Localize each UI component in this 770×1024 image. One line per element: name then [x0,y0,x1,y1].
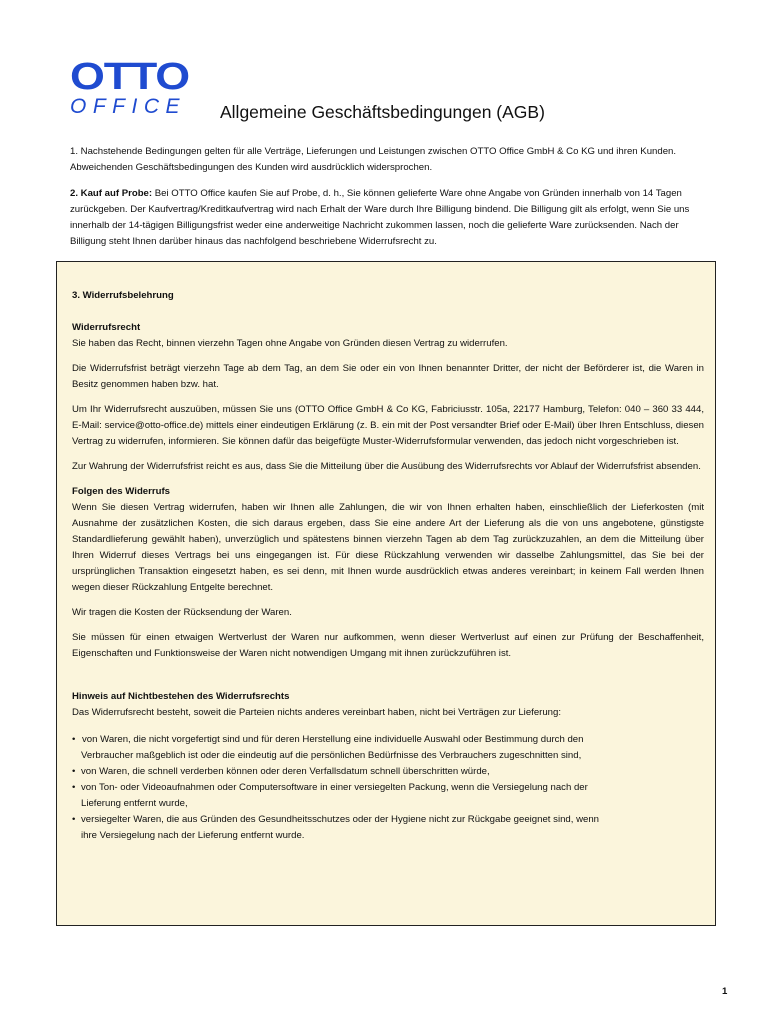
folgen-heading: Folgen des Widerrufs [72,486,170,497]
folgen-text: Wenn Sie diesen Vertrag widerrufen, haben wir Ihnen alle Zahlungen, die wir von Ihnen erhalten haben, einschließlich der Lieferkosten (mit Ausnahme der zusätzlichen Kosten, die sich daraus ergeben, dass Sie eine andere Art der Lieferung als die von uns angebotene, günstigste Standardlieferung gewählt haben), unverzüglich und spätestens binnen vierzehn Tagen ab dem Tag zurückzuzahlen, an dem die Mitteilung über Ihren Widerruf dieses Vertrags bei uns eingegangen ist. Für diese Rückzahlung verwenden wir dasselbe Zahlungsmittel, das Sie bei der ursprünglichen Transaktion eingesetzt haben, es sei denn, mit Ihnen wurde ausdrücklich etwas anderes vereinbart; in keinem Fall werden Ihnen wegen dieser Rückzahlung Entgelte berechnet. [72,502,704,593]
wertverlust-text: Sie müssen für einen etwaigen Wertverlust der Waren nur aufkommen, wenn dieser Wertverlust auf einen zur Prüfung der Beschaffenheit, Eigenschaften und Funktionsweise der Waren nicht notwendigen Umgang mit ihnen zurückzuführen ist. [72,632,704,659]
intro-2-line: Billigung steht Ihnen darüber hinaus das nachfolgend beschriebene Widerrufsrecht zu. [70,236,437,247]
hinweis-text: Das Widerrufsrecht besteht, soweit die Parteien nichts anderes vereinbart haben, nicht bei Verträgen zur Lieferung: [72,707,562,718]
exceptions-list [72,732,704,844]
list-item-line: Verbraucher maßgeblich ist oder die eindeutig auf die persönlichen Bedürfnisse des Verbrauchers zugeschnitten sind, [81,750,582,761]
hinweis-heading: Hinweis auf Nichtbestehen des Widerrufsrechts [72,691,290,702]
widerruf-ausueben-text: Um Ihr Widerrufsrecht auszuüben, müssen Sie uns (OTTO Office GmbH & Co KG, Fabriciusstr. 105a, 22177 Hamburg, Telefon: 040 – 360 33 444, E-Mail: service@otto-office.de) mittels einer eindeutigen Erklärung (z. B. ein mit der Post versandter Brief oder E-Mail) über Ihren Entschluss, diesen Vertrag zu widerrufen, informieren. Sie können dafür das beigefügte Muster-Widerrufsformular verwenden, das jedoch nicht vorgeschrieben ist. [72,404,704,447]
bullet-marker: • [72,782,76,793]
logo-office-text: OFFICE [70,95,186,118]
intro-2-line-text: Bei OTTO Office kaufen Sie auf Probe, d. h., Sie können gelieferte Ware ohne Angabe von Gründen innerhalb von 14 Tagen [152,188,682,199]
list-item [72,732,704,764]
section-title: 3. Widerrufsbelehrung [72,290,174,301]
bullet-marker: • [72,814,76,825]
ruecksendung-text: Wir tragen die Kosten der Rücksendung der Waren. [72,607,292,618]
logo-otto-text: OTTO [70,56,190,98]
widerrufsbelehrung-box [56,261,716,926]
page-number: 1 [722,986,728,997]
list-item-line: versiegelter Waren, die aus Gründen des Gesundheitsschutzes oder der Hygiene nicht zur Rückgabe geeignet sind, wenn [81,814,600,825]
intro-2-lead: 2. Kauf auf Probe: [70,188,153,199]
list-item-line: Lieferung entfernt wurde, [81,798,188,809]
intro-2-line [70,186,710,202]
list-item [72,780,704,812]
intro-2-line: innerhalb der 14-tägigen Billigungsfrist weder eine anderweitige Nachricht zukommen lassen, noch die gelieferte Ware zurücksenden. Nach der [70,220,679,231]
widerrufsfrist-text: Die Widerrufsfrist beträgt vierzehn Tage ab dem Tag, an dem Sie oder ein von Ihnen benannter Dritter, der nicht der Beförderer ist, die Waren in Besitz genommen haben bzw. hat. [72,363,704,390]
intro-paragraph-1 [70,144,710,176]
document-title: Allgemeine Geschäftsbedingungen (AGB) [220,102,545,122]
intro-1-line: 1. Nachstehende Bedingungen gelten für alle Verträge, Lieferungen und Leistungen zwischen OTTO Office GmbH & Co KG und ihren Kunden. [70,146,677,157]
list-item-line: von Waren, die schnell verderben können oder deren Verfallsdatum schnell überschritten würde, [81,766,490,777]
list-item [72,764,704,780]
widerrufsfrist-wahrung-text: Zur Wahrung der Widerrufsfrist reicht es aus, dass Sie die Mitteilung über die Ausübung des Widerrufsrechts vor Ablauf der Widerrufsfrist absenden. [72,461,701,472]
otto-office-logo [70,58,192,122]
list-item-line: von Waren, die nicht vorgefertigt sind und für deren Herstellung eine individuelle Auswahl oder Bestimmung durch den [82,734,584,745]
widerrufsrecht-text: Sie haben das Recht, binnen vierzehn Tagen ohne Angabe von Gründen diesen Vertrag zu widerrufen. [72,338,508,349]
intro-paragraph-2 [70,186,710,250]
intro-2-line: zurückgeben. Der Kaufvertrag/Kreditkaufvertrag wird nach Erhalt der Ware durch Ihre Billigung bindend. Die Billigung gilt als erfolgt, wenn Sie uns [70,204,690,215]
list-item [72,812,704,844]
list-item-line: ihre Versiegelung nach der Lieferung entfernt wurde. [81,830,305,841]
widerrufsrecht-heading: Widerrufsrecht [72,322,141,333]
widerrufsbelehrung-content [72,288,704,844]
bullet-marker: • [72,766,76,777]
list-item-line: von Ton- oder Videoaufnahmen oder Computersoftware in einer versiegelten Packung, wenn die Versiegelung nach der [81,782,588,793]
intro-1-line: Abweichenden Geschäftsbedingungen des Kunden wird ausdrücklich widersprochen. [70,162,433,173]
bullet-marker: • [72,734,76,745]
